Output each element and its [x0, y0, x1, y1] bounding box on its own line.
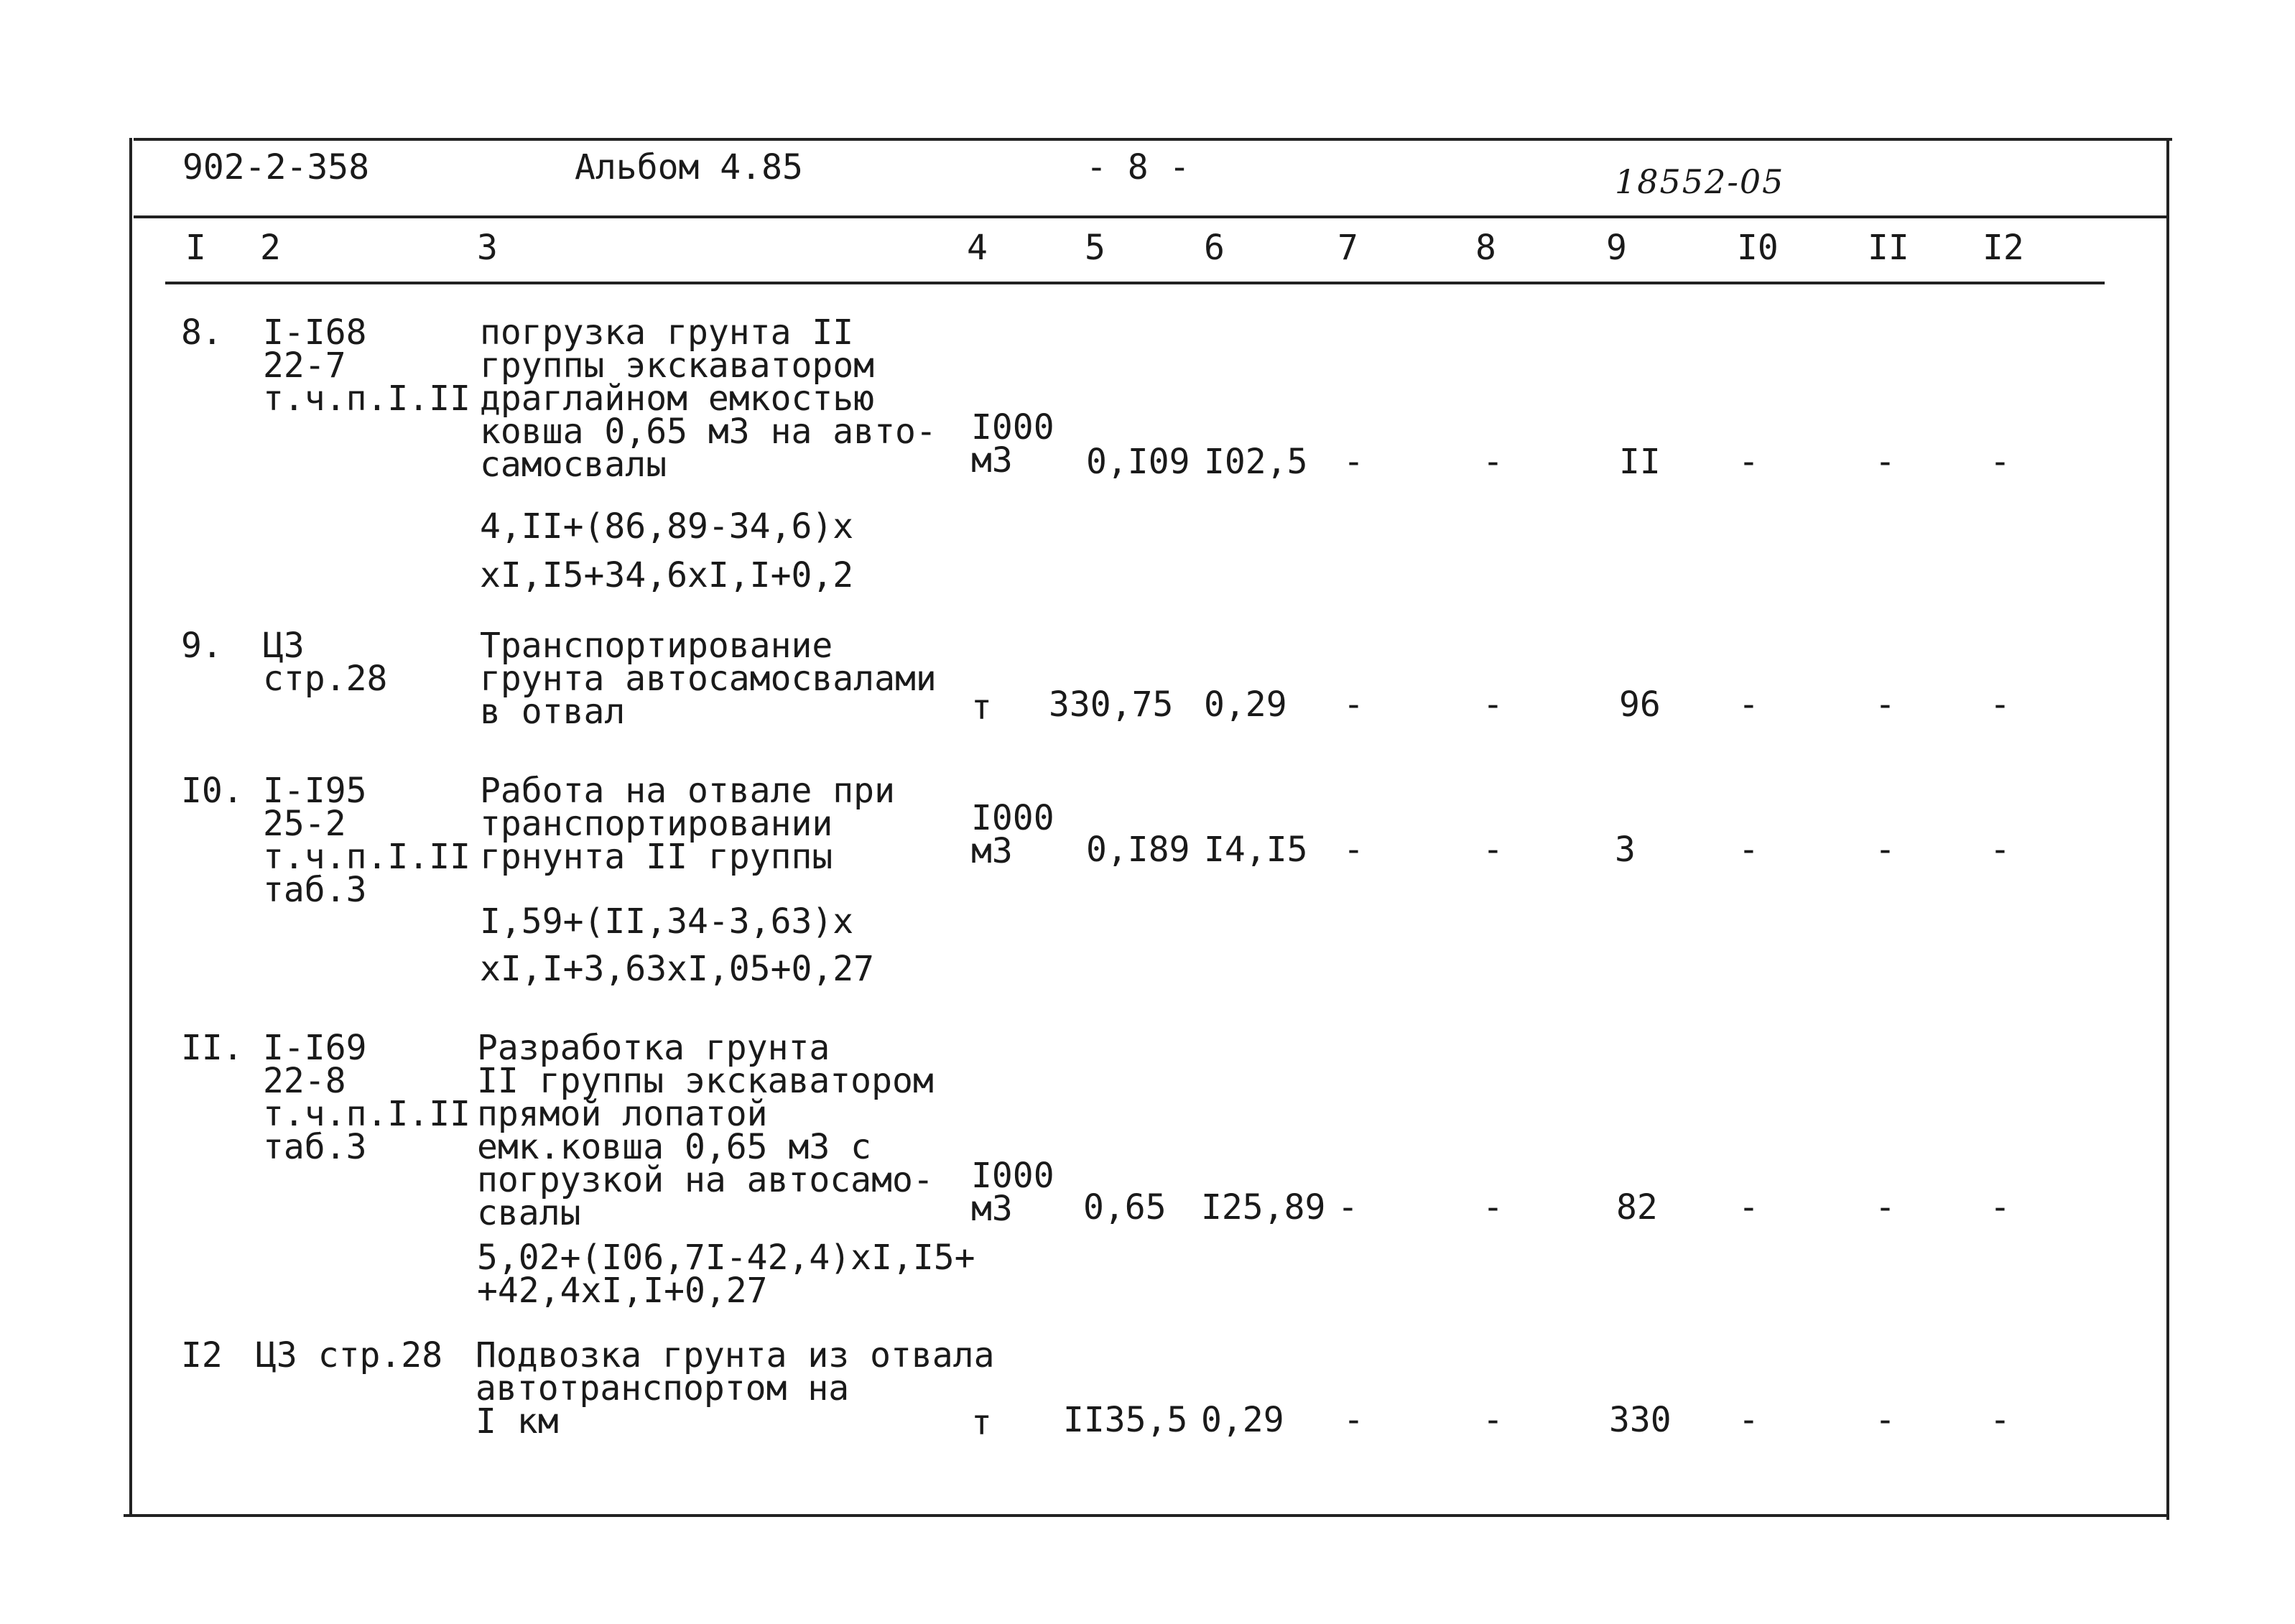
inventory-number: 18552-05 [1615, 162, 1785, 201]
col-7-value: - [1343, 830, 1364, 870]
calc-formula: 5,02+(I06,7I-42,4)хI,I5+ [477, 1238, 975, 1278]
col-5-value: 330,75 [1049, 685, 1174, 725]
frame-left-line [129, 138, 132, 1517]
work-description: погрузка грунта II [480, 312, 854, 353]
col-header-11: II [1868, 228, 1909, 268]
unit: т [971, 1403, 992, 1443]
col-6-value: I02,5 [1204, 442, 1308, 482]
col-8-value: - [1483, 830, 1503, 870]
work-description: Подвозка грунта из отвала [476, 1335, 995, 1375]
work-description: Транспортирование [480, 626, 833, 666]
calc-formula: 4,II+(86,89-34,6)х [480, 506, 854, 547]
col-header-3: 3 [477, 228, 498, 268]
col-header-5: 5 [1085, 228, 1105, 268]
col-11-value: - [1875, 830, 1896, 870]
col-5-value: 0,I09 [1086, 442, 1190, 482]
norm-code: 25-2 [263, 804, 346, 844]
calc-formula: хI,I+3,63хI,05+0,27 [480, 949, 875, 989]
col-11-value: - [1875, 1400, 1896, 1440]
row-number: II. [181, 1028, 244, 1068]
norm-code: т.ч.п.I.II [263, 837, 470, 877]
col-7-value: - [1343, 685, 1364, 725]
col-7-value: - [1343, 442, 1364, 482]
col-header-9: 9 [1606, 228, 1627, 268]
unit: т [971, 687, 992, 728]
work-description: Работа на отвале при [480, 771, 895, 811]
col-header-6: 6 [1204, 228, 1225, 268]
col-6-value: I25,89 [1201, 1187, 1326, 1228]
calc-formula: хI,I5+34,6хI,I+0,2 [480, 555, 854, 595]
frame-top-line [134, 138, 2172, 141]
calc-formula: +42,4хI,I+0,27 [477, 1271, 768, 1311]
norm-code: 22-8 [263, 1061, 346, 1101]
work-description: II группы экскаватором [477, 1061, 934, 1101]
col-header-1: I [185, 228, 206, 268]
norm-code: ЦЗ стр.28 [256, 1335, 443, 1375]
col-12-value: - [1990, 830, 2011, 870]
calc-formula: I,59+(II,34-3,63)х [480, 901, 854, 942]
col-12-value: - [1990, 1187, 2011, 1228]
norm-code: стр.28 [263, 659, 388, 699]
unit: I000 [971, 798, 1054, 838]
col-12-value: - [1990, 685, 2011, 725]
row-number: 8. [181, 312, 223, 353]
col-9-value: 82 [1616, 1187, 1658, 1228]
col-11-value: - [1875, 1187, 1896, 1228]
col-12-value: - [1990, 1400, 2011, 1440]
col-8-value: - [1483, 1187, 1503, 1228]
col-8-value: - [1483, 1400, 1503, 1440]
norm-code: т.ч.п.I.II [263, 1094, 470, 1134]
work-description: ковша 0,65 м3 на авто- [480, 412, 937, 452]
col-header-8: 8 [1475, 228, 1496, 268]
norm-code: таб.3 [263, 1127, 367, 1167]
col-12-value: - [1990, 442, 2011, 482]
frame-bottom-line [124, 1514, 2169, 1517]
work-description: самосвалы [480, 445, 667, 485]
norm-code: I-I69 [263, 1028, 367, 1068]
col-6-value: I4,I5 [1204, 830, 1308, 870]
col-11-value: - [1875, 685, 1896, 725]
col-10-value: - [1738, 442, 1759, 482]
work-description: драглайном емкостью [480, 379, 875, 419]
work-description: Разработка грунта [477, 1028, 830, 1068]
work-description: I км [476, 1401, 559, 1442]
col-header-2: 2 [260, 228, 281, 268]
work-description: грнунта II группы [480, 837, 833, 877]
col-10-value: - [1738, 685, 1759, 725]
header-separator [134, 215, 2169, 218]
row-number: 9. [181, 626, 223, 666]
norm-code: таб.3 [263, 870, 367, 910]
col-5-value: 0,I89 [1086, 830, 1190, 870]
col-9-value: 96 [1619, 685, 1661, 725]
row-number: I2 [181, 1335, 223, 1375]
col-11-value: - [1875, 442, 1896, 482]
col-8-value: - [1483, 685, 1503, 725]
work-description: транспортировании [480, 804, 833, 844]
unit: м3 [971, 1189, 1013, 1229]
doc-code: 902-2-358 [182, 147, 370, 187]
work-description: погрузкой на автосамо- [477, 1160, 934, 1200]
norm-code: I-I68 [263, 312, 367, 353]
norm-code: т.ч.п.I.II [263, 379, 470, 419]
col-7-value: - [1337, 1187, 1358, 1228]
col-8-value: - [1483, 442, 1503, 482]
norm-code: I-I95 [263, 771, 367, 811]
unit: м3 [971, 831, 1013, 871]
col-9-value: II [1619, 442, 1661, 482]
work-description: в отвал [480, 692, 626, 732]
unit: м3 [971, 440, 1013, 481]
col-10-value: - [1738, 1400, 1759, 1440]
unit: I000 [971, 1156, 1054, 1196]
col-6-value: 0,29 [1201, 1400, 1284, 1440]
col-7-value: - [1343, 1400, 1364, 1440]
col-header-4: 4 [967, 228, 988, 268]
work-description: автотранспортом на [476, 1368, 850, 1409]
work-description: прямой лопатой [477, 1094, 768, 1134]
unit: I000 [971, 407, 1054, 447]
col-5-value: 0,65 [1083, 1187, 1167, 1228]
col-9-value: 330 [1609, 1400, 1672, 1440]
album-label: Альбом 4.85 [575, 147, 803, 187]
work-description: группы экскаватором [480, 345, 875, 386]
col-10-value: - [1738, 830, 1759, 870]
work-description: свалы [477, 1193, 581, 1233]
row-number: I0. [181, 771, 244, 811]
work-description: емк.ковша 0,65 м3 с [477, 1127, 872, 1167]
frame-right-line [2166, 141, 2169, 1520]
col-5-value: II35,5 [1063, 1400, 1188, 1440]
norm-code: ЦЗ [263, 626, 305, 666]
column-header-separator [165, 282, 2105, 284]
col-9-value: 3 [1615, 830, 1636, 870]
col-header-12: I2 [1983, 228, 2024, 268]
col-header-10: I0 [1737, 228, 1779, 268]
col-6-value: 0,29 [1204, 685, 1287, 725]
page-number: - 8 - [1086, 147, 1190, 187]
col-10-value: - [1738, 1187, 1759, 1228]
work-description: грунта автосамосвалами [480, 659, 937, 699]
col-header-7: 7 [1337, 228, 1358, 268]
norm-code: 22-7 [263, 345, 346, 386]
